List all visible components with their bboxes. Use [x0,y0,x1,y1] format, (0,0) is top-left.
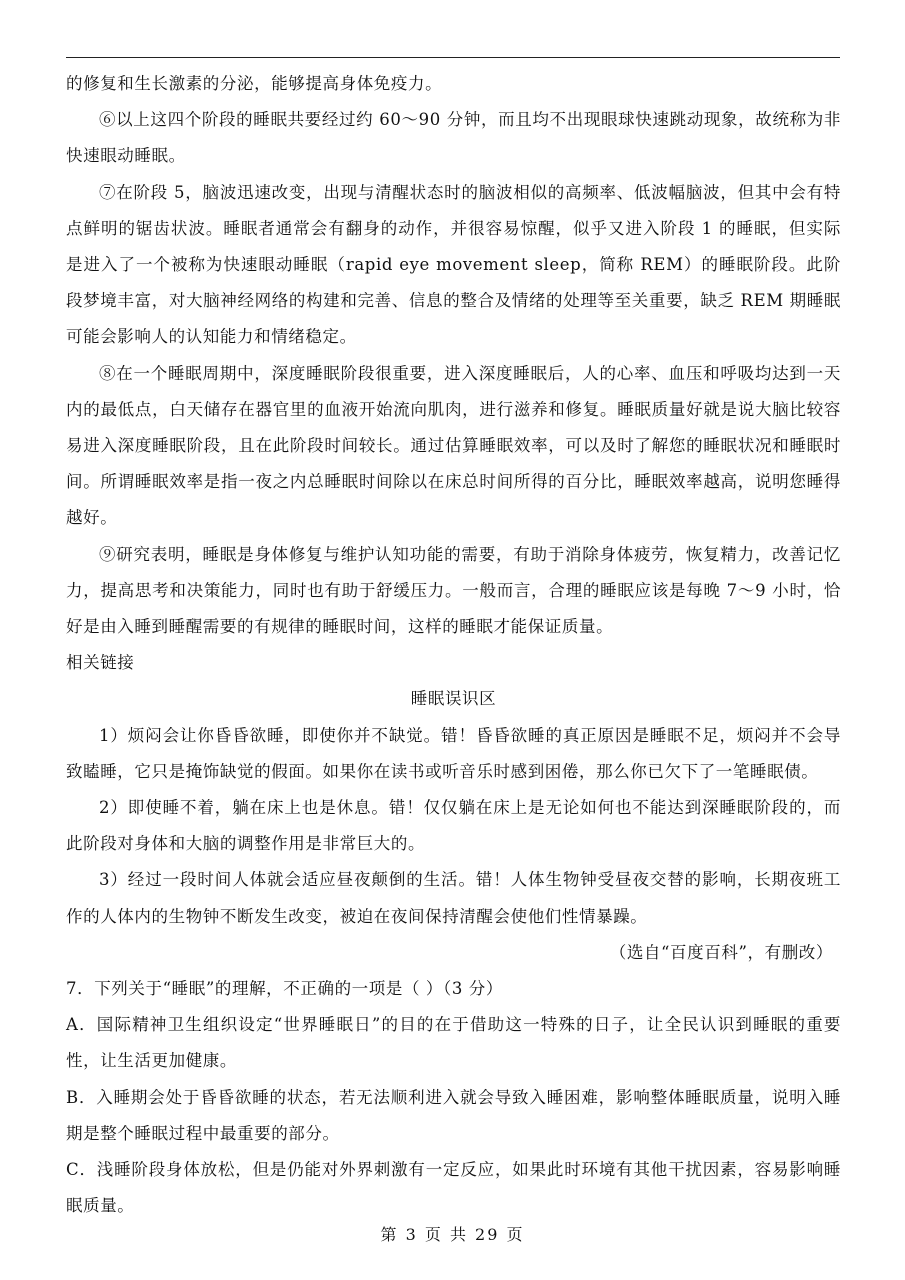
paragraph-6: ⑥以上这四个阶段的睡眠共要经过约 60～90 分钟，而且均不出现眼球快速跳动现象，故统称为非快速眼动睡眠。 [66,110,841,166]
article-body [66,66,841,1225]
misconception-item: 2）即使睡不着，躺在床上也是休息。错！仅仅躺在床上是无论如何也不能达到深睡眠阶段的，而此阶段对身体和大脑的调整作用是非常巨大的。 [66,798,841,854]
source-citation: （选自“百度百科”，有删改） [609,942,833,962]
related-title: 睡眠误识区 [410,689,497,709]
question-option-c: C．浅睡阶段身体放松，但是仍能对外界刺激有一定反应，如果此时环境有其他干扰因素，容易影响睡眠质量。 [66,1160,841,1216]
misconception-item: 1）烦闷会让你昏昏欲睡，即使你并不缺觉。错！昏昏欲睡的真正原因是睡眠不足，烦闷并不会导致瞌睡，它只是掩饰缺觉的假面。如果你在读书或听音乐时感到困倦，那么你已欠下了一笔睡眠债。 [66,725,841,781]
related-link-label: 相关链接 [66,653,135,673]
paragraph-9: ⑨研究表明，睡眠是身体修复与维护认知功能的需要，有助于消除身体疲劳，恢复精力，改善记忆力，提高思考和决策能力，同时也有助于舒缓压力。一般而言，合理的睡眠应该是每晚 7～9 小时，恰好是由入睡到睡醒需要的有规律的睡眠时间，这样的睡眠才能保证质量。 [66,544,841,637]
question-option-b: B．入睡期会处于昏昏欲睡的状态，若无法顺利进入就会导致入睡困难，影响整体睡眠质量，说明入睡期是整个睡眠过程中最重要的部分。 [66,1087,841,1143]
paragraph-7: ⑦在阶段 5，脑波迅速改变，出现与清醒状态时的脑波相似的高频率、低波幅脑波，但其中会有特点鲜明的锯齿状波。睡眠者通常会有翻身的动作，并很容易惊醒，似乎又进入阶段 1 的睡眠，但实际是进入了一个被称为快速眼动睡眠（rapid eye movement sleep，简称 REM）的睡眠阶段。此阶段梦境丰富，对大脑神经网络的构建和完善、信息的整合及情绪的处理等至关重要，缺乏 REM 期睡眠可能会影响人的认知能力和情绪稳定。 [66,182,841,347]
header-rule [66,57,840,58]
paragraph-continuation: 的修复和生长激素的分泌，能够提高身体免疫力。 [66,74,443,93]
question-stem: 7．下列关于“睡眠”的理解，不正确的一项是（ ）（3 分） [66,979,504,999]
misconception-item: 3）经过一段时间人体就会适应昼夜颠倒的生活。错！人体生物钟受昼夜交替的影响，长期夜班工作的人体内的生物钟不断发生改变，被迫在夜间保持清醒会使他们性情暴躁。 [66,870,841,926]
paragraph-8: ⑧在一个睡眠周期中，深度睡眠阶段很重要，进入深度睡眠后，人的心率、血压和呼吸均达到一天内的最低点，白天储存在器官里的血液开始流向肌肉，进行滋养和修复。睡眠质量好就是说大脑比较容易进入深度睡眠阶段，且在此阶段时间较长。通过估算睡眠效率，可以及时了解您的睡眠状况和睡眠时间。所谓睡眠效率是指一夜之内总睡眠时间除以在床总时间所得的百分比，睡眠效率越高，说明您睡得越好。 [66,363,841,528]
page-number: 第 3 页 共 29 页 [380,1225,525,1244]
question-option-a: A．国际精神卫生组织设定“世界睡眠日”的目的在于借助这一特殊的日子，让全民认识到睡眠的重要性，让生活更加健康。 [66,1015,841,1071]
